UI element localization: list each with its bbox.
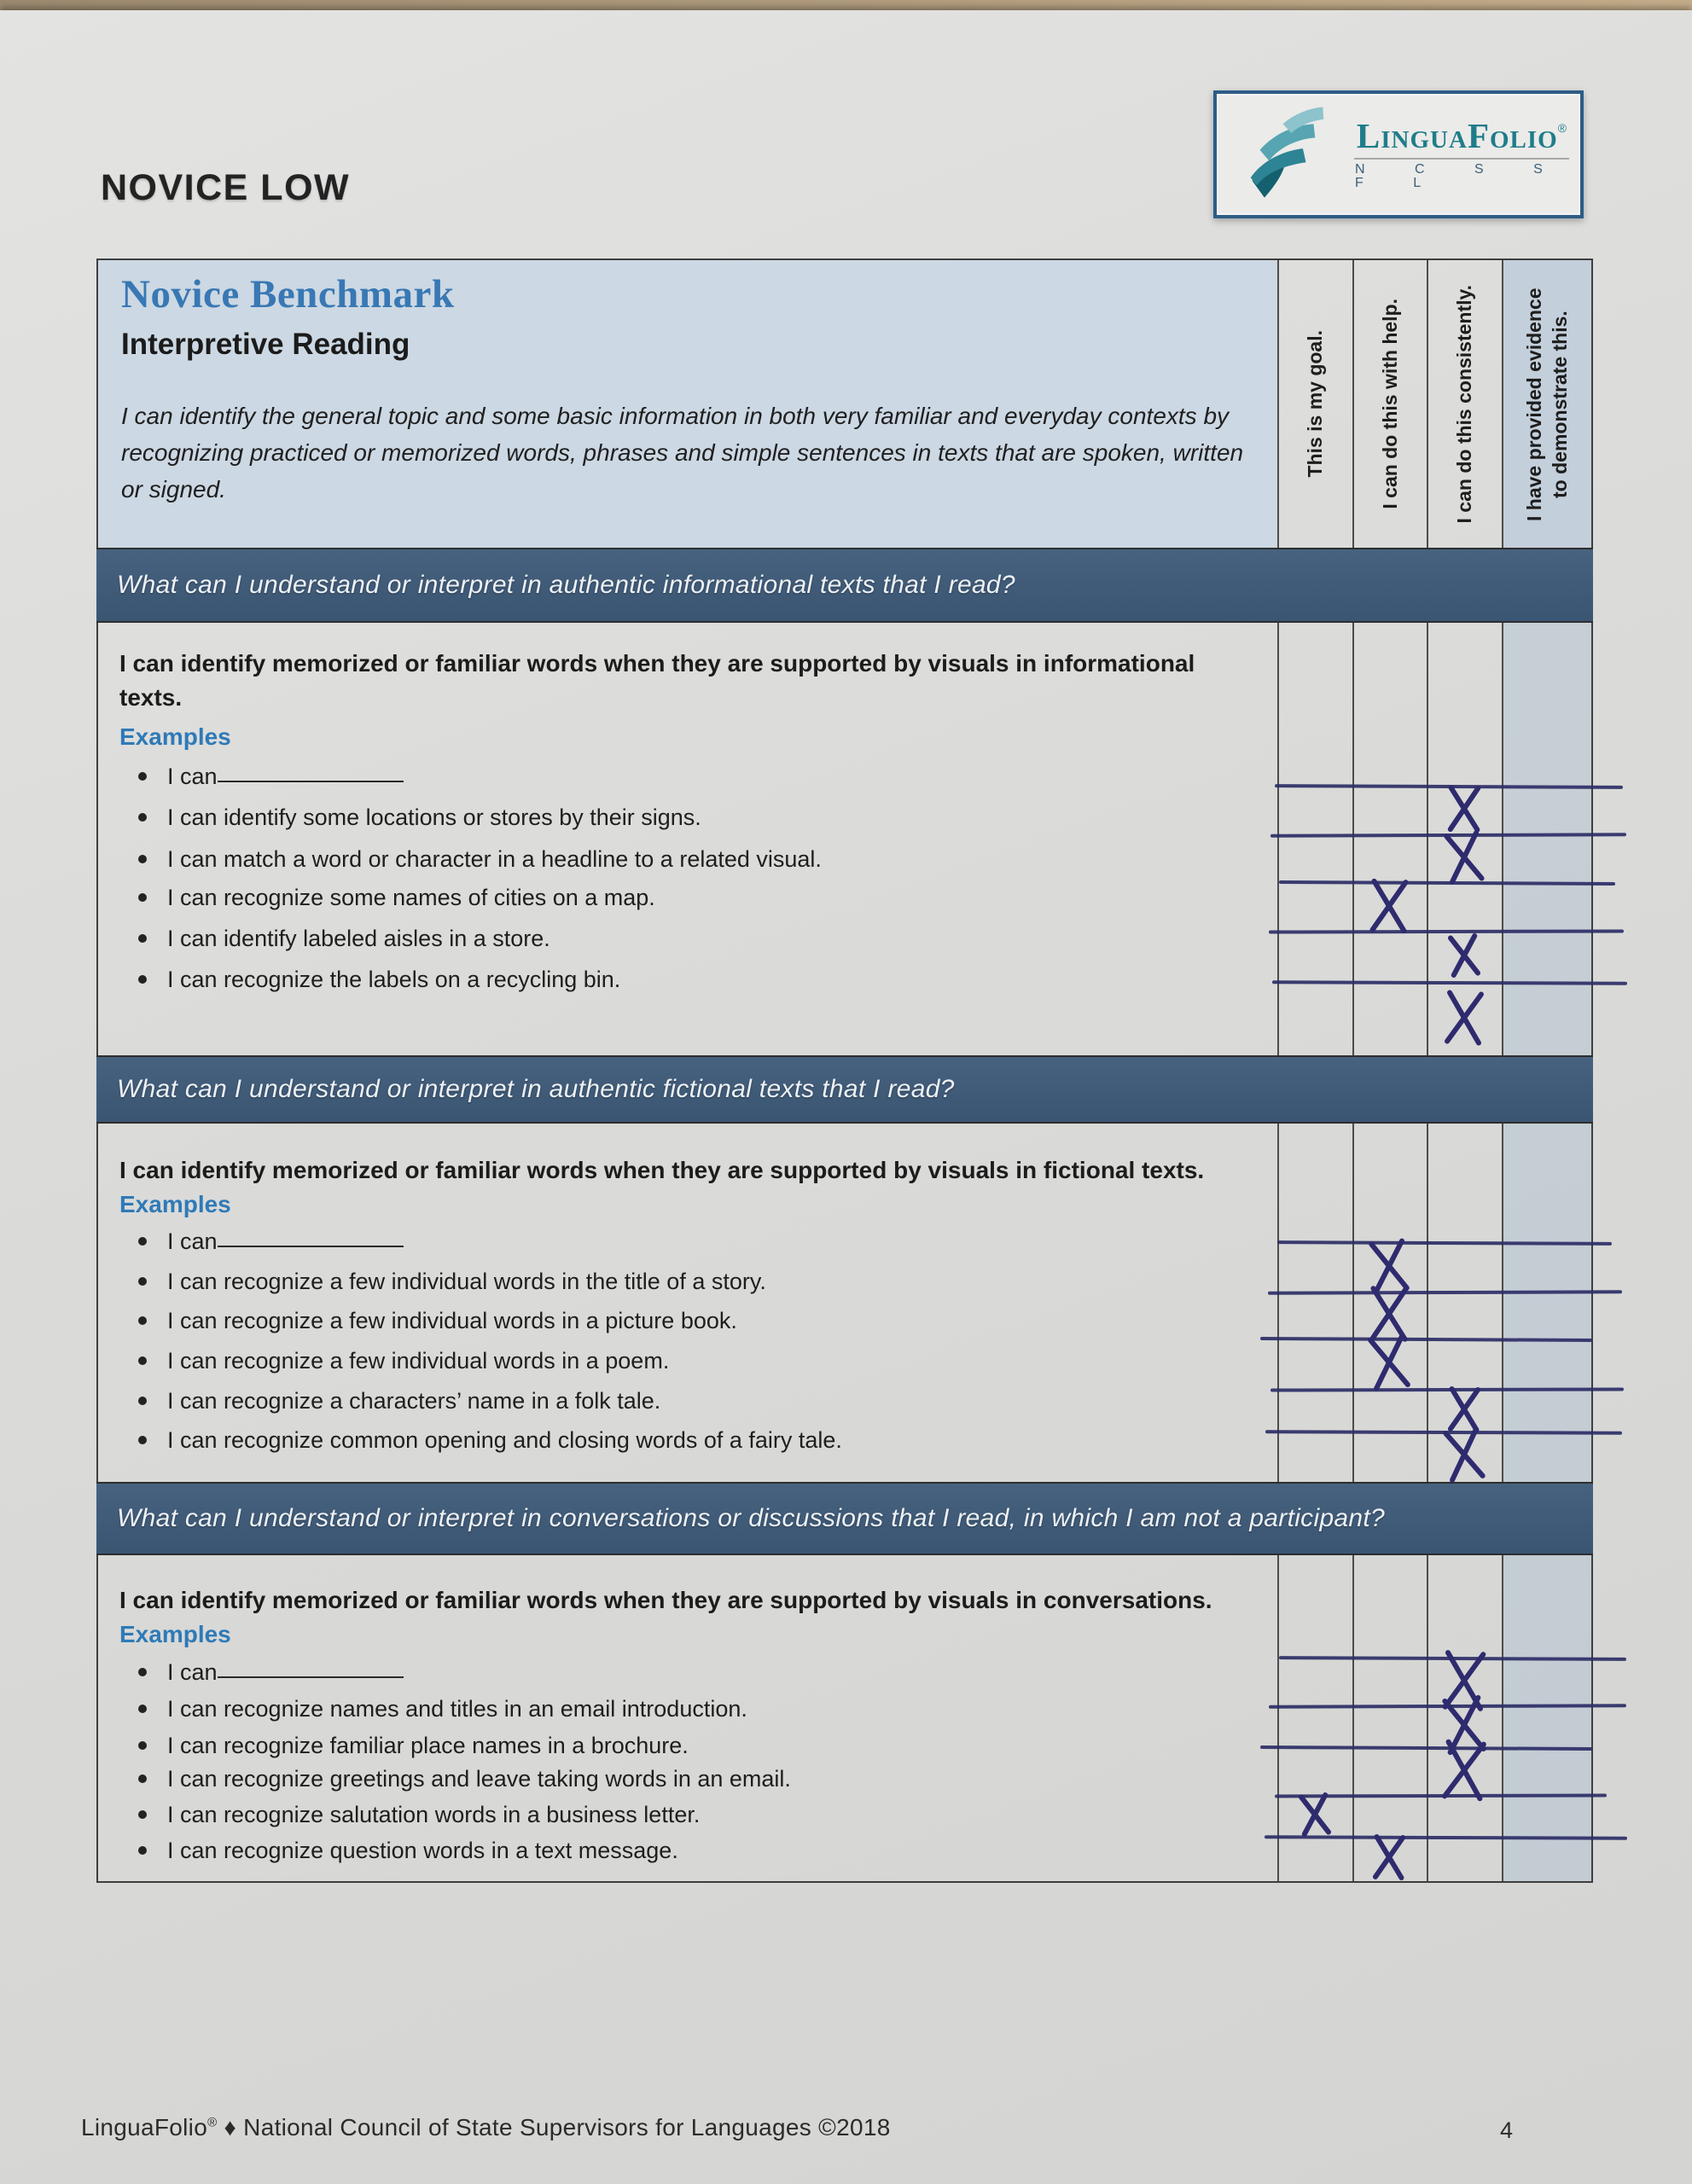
section-statement: I can identify memorized or familiar words when they are supported by visuals in conversations. [119, 1587, 1212, 1613]
bullet-dot [138, 934, 147, 943]
logo-brand-text: LinguaFolio [1356, 116, 1558, 155]
grid-line-vertical [1427, 1555, 1428, 1881]
footer-credit-text: ♦ National Council of State Supervisors for Languages ©2018 [217, 2114, 891, 2140]
evidence-column-tint [1502, 623, 1591, 1055]
x-mark-help [1363, 1829, 1416, 1885]
section-question-band: What can I understand or interpret in authentic fictional texts that I read? [96, 1055, 1593, 1124]
example-item-blank: I can [138, 762, 404, 791]
examples-label: Examples [119, 723, 231, 750]
example-item: I can recognize a few individual words in the title of a story. [138, 1267, 766, 1296]
bullet-dot [138, 1356, 147, 1365]
example-item: I can recognize some names of cities on a map. [138, 883, 655, 912]
grid-line-vertical [1427, 623, 1428, 1055]
bullet-dot [138, 1277, 147, 1286]
bullet-dot [138, 1316, 147, 1325]
x-mark-goal [1287, 1788, 1344, 1840]
x-mark-consistently [1433, 1421, 1494, 1488]
fill-in-blank-line [218, 1227, 404, 1247]
examples-label: Examples [119, 1621, 231, 1647]
footer-credit [81, 2114, 891, 2141]
example-item: I can identify labeled aisles in a store. [138, 924, 550, 953]
bullet-dot [138, 1741, 147, 1750]
grid-line-vertical [1277, 623, 1279, 1055]
page-title: NOVICE LOW [101, 167, 351, 208]
evidence-column-tint [1502, 1124, 1591, 1482]
benchmark-can-do-statement: I can identify the general topic and some basic information in both very familiar and everyday contexts by recognizing practiced or memorized words, phrases and simple sentences in texts that are spoken, written or signed. [121, 403, 1244, 502]
grid-line-vertical [1502, 1555, 1503, 1881]
grid-line-vertical [1502, 1124, 1503, 1482]
bullet-dot [138, 855, 147, 863]
section-question-band: What can I understand or interpret in authentic informational texts that I read? [96, 548, 1593, 623]
bullet-dot [138, 975, 147, 984]
page-number: 4 [1500, 2117, 1514, 2143]
example-item: I can recognize names and titles in an email introduction. [138, 1694, 747, 1723]
section-statement: I can identify memorized or familiar words when they are supported by visuals in informational texts. [119, 650, 1195, 711]
grid-line-vertical [1352, 1124, 1354, 1482]
examples-label: Examples [119, 1191, 231, 1217]
bullet-dot [138, 1436, 147, 1444]
grid-line-vertical [1352, 1555, 1354, 1881]
logo-org-letters: N C S S F L [1355, 162, 1566, 190]
bullet-dot [138, 1774, 147, 1783]
rating-column-header-consistently: I can do this consistently. [1453, 284, 1476, 524]
example-item: I can recognize salutation words in a business letter. [138, 1800, 700, 1829]
x-mark-consistently [1433, 1733, 1496, 1808]
grid-line-vertical [1277, 1555, 1279, 1881]
footer-brand: LinguaFolio [81, 2114, 208, 2140]
x-mark-consistently [1436, 826, 1492, 890]
x-mark-help [1346, 872, 1433, 941]
example-item: I can recognize greetings and leave taking words in an email. [138, 1764, 791, 1793]
example-item: I can recognize a few individual words in a poem. [138, 1346, 669, 1375]
example-item-blank: I can [138, 1658, 404, 1687]
example-item: I can recognize a few individual words in a picture book. [138, 1306, 737, 1335]
benchmark-mode-label: Interpretive Reading [121, 328, 410, 361]
footer-registered-mark: ® [207, 2115, 218, 2130]
rating-column-header-goal: This is my goal. [1304, 330, 1327, 478]
x-mark-help [1359, 1328, 1419, 1396]
grid-line-vertical [1427, 1124, 1428, 1482]
logo-divider-line [1354, 158, 1569, 160]
grid-line-vertical [1277, 1124, 1279, 1482]
evidence-column-tint [1502, 1555, 1591, 1881]
benchmark-title: Novice Benchmark [121, 272, 455, 317]
bullet-dot [138, 813, 147, 822]
example-item: I can recognize familiar place names in a brochure. [138, 1731, 689, 1760]
grid-line-vertical [1352, 623, 1354, 1055]
bullet-dot [138, 772, 147, 781]
logo-wordmark [1356, 116, 1567, 155]
fan-pages-icon [1236, 102, 1338, 210]
example-item: I can recognize the labels on a recycling bin. [138, 965, 620, 994]
rating-column-header-help: I can do this with help. [1378, 299, 1401, 509]
example-item: I can recognize common opening and closing words of a fairy tale. [138, 1426, 842, 1455]
example-item: I can recognize a characters’ name in a folk tale. [138, 1386, 660, 1415]
example-item: I can match a word or character in a headline to a related visual. [138, 845, 822, 874]
example-item: I can recognize question words in a text message. [138, 1836, 678, 1865]
bullet-dot [138, 1705, 147, 1713]
x-mark-consistently [1433, 984, 1495, 1051]
bullet-dot [138, 1810, 147, 1819]
bullet-dot [138, 1668, 147, 1676]
section-statement: I can identify memorized or familiar words when they are supported by visuals in fictional texts. [119, 1157, 1205, 1183]
fill-in-blank-line [218, 1658, 404, 1678]
section-question-band: What can I understand or interpret in conversations or discussions that I read, in which I am not a participant? [96, 1482, 1593, 1555]
registered-trademark-symbol: ® [1557, 121, 1567, 135]
example-item-blank: I can [138, 1227, 404, 1256]
fill-in-blank-line [218, 762, 404, 782]
linguafolio-logo [1213, 90, 1584, 218]
bullet-dot [138, 1846, 147, 1855]
rating-column-header-evidence: I have provided evidence to demonstrate this. [1522, 287, 1571, 521]
bullet-dot [138, 1237, 147, 1246]
x-mark-consistently [1440, 930, 1489, 982]
grid-line-vertical [1502, 623, 1503, 1055]
bullet-dot [138, 893, 147, 902]
example-item: I can identify some locations or stores by their signs. [138, 803, 701, 832]
bullet-dot [138, 1397, 147, 1405]
